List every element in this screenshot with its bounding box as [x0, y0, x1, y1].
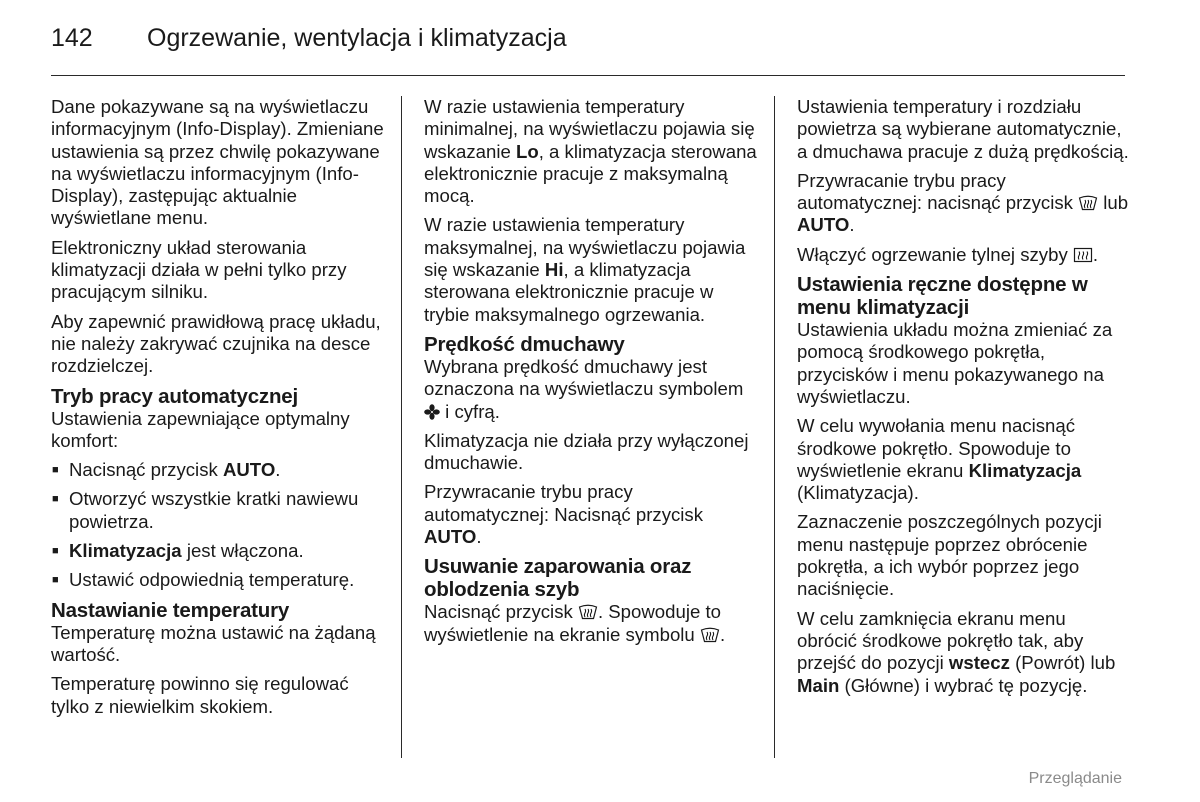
page-title: Ogrzewanie, wentylacja i klimatyzacja — [147, 24, 567, 52]
paragraph-auto-restore: Przywracanie trybu pracy automatycznej: nacisnąć przycisk lub AUTO. — [797, 169, 1129, 236]
column-1 — [51, 96, 389, 725]
main-label: Main — [797, 674, 840, 696]
rear-window-heating-icon — [1073, 247, 1093, 263]
windscreen-defrost-icon — [1078, 195, 1098, 211]
column-divider-1 — [401, 96, 402, 758]
page-header — [51, 24, 567, 64]
column-2 — [424, 96, 760, 653]
paragraph-info-display: Dane pokazywane są na wyświetlaczu informacyjnym (Info-Display). Zmieniane ustawienia są przez chwilę pokazywane na wyświetlaczu informacyjnym (Info-Display), zastępując aktualnie wyświetlane menu. — [51, 96, 384, 229]
windscreen-defrost-icon — [700, 627, 720, 643]
paragraph-temp-set: Temperaturę można ustawić na żądaną wartość. — [51, 621, 376, 665]
paragraph-sensor: Aby zapewnić prawidłową pracę układu, nie należy zakrywać czujnika na desce rozdzielczej. — [51, 310, 381, 377]
paragraph-fan-symbol: Wybrana prędkość dmuchawy jest oznaczona na wyświetlaczu symbolem i cyfrą. — [424, 355, 744, 422]
paragraph-defrost: Nacisnąć przycisk . Spowoduje to wyświetlenie na ekranie symbolu . — [424, 601, 726, 645]
paragraph-auto-settings: Ustawienia temperatury i rozdziału powietrza są wybierane automatycznie, a dmuchawa pracuje z dużą prędkością. — [797, 96, 1129, 162]
header-rule — [51, 75, 1125, 76]
paragraph-engine: Elektroniczny układ sterowania klimatyzacji działa w pełni tylko przy pracującym silniku. — [51, 236, 347, 303]
heading-temperature: Nastawianie temperatury — [51, 598, 290, 622]
list-item: ■ Klimatyzacja jest włączona. — [51, 540, 389, 562]
lo-label: Lo — [515, 140, 539, 162]
paragraph-auto-intro: Ustawienia zapewniające optymalny komfort: — [51, 407, 350, 451]
auto-label: AUTO — [424, 526, 477, 548]
paragraph-rear-heating: Włączyć ogrzewanie tylnej szyby . — [797, 243, 1099, 265]
klimatyzacja-label: Klimatyzacja — [69, 540, 182, 562]
heading-defrost: Usuwanie zaparowania oraz oblodzenia szyb — [424, 555, 692, 602]
list-item: ■ Ustawić odpowiednią temperaturę. — [51, 569, 389, 591]
wstecz-label: wstecz — [948, 652, 1010, 674]
fan-icon — [424, 404, 440, 420]
paragraph-open-menu: W celu wywołania menu nacisnąć środkowe pokrętło. Spowoduje to wyświetlenie ekranu Klimatyzacja (Klimatyzacja). — [797, 415, 1082, 504]
paragraph-fan-off: Klimatyzacja nie działa przy wyłączonej dmuchawie. — [424, 429, 749, 474]
paragraph-lo: W razie ustawienia temperatury minimalnej, na wyświetlaczu pojawia się wskazanie Lo, a klimatyzacja sterowana elektronicznie pracuje z maksymalną mocą. — [424, 96, 757, 207]
column-3 — [797, 96, 1129, 704]
auto-steps-list — [51, 459, 389, 591]
auto-label: AUTO — [222, 459, 276, 481]
paragraph-hi: W razie ustawienia temperatury maksymalnej, na wyświetlaczu pojawia się wskazanie Hi, a klimatyzacja sterowana elektronicznie pracuje w trybie maksymalnego ogrzewania. — [424, 214, 746, 325]
heading-auto-mode: Tryb pracy automatycznej — [51, 384, 298, 408]
paragraph-close-menu: W celu zamknięcia ekranu menu obrócić środkowe pokrętło tak, aby przejść do pozycji wstecz (Powrót) lub Main (Główne) i wybrać tę pozycję. — [797, 607, 1116, 696]
watermark-text: Przeglądanie — [1028, 770, 1122, 787]
list-item: ■ Nacisnąć przycisk AUTO. — [51, 459, 389, 481]
page-number: 142 — [51, 24, 93, 52]
paragraph-select-item: Zaznaczenie poszczególnych pozycji menu następuje poprzez obrócenie pokrętła, a ich wybór poprzez jego naciśnięcie. — [797, 511, 1102, 600]
paragraph-temp-step: Temperaturę powinno się regulować tylko z niewielkim skokiem. — [51, 673, 349, 717]
paragraph-auto-restore: Przywracanie trybu pracy automatycznej: Nacisnąć przycisk AUTO. — [424, 481, 704, 548]
list-item: ■ Otworzyć wszystkie kratki nawiewu powietrza. — [51, 488, 389, 533]
auto-label: AUTO — [797, 214, 850, 236]
windscreen-defrost-icon — [578, 604, 598, 620]
heading-manual-settings: Ustawienia ręczne dostępne w menu klimatyzacji — [797, 273, 1088, 320]
klimatyzacja-label: Klimatyzacja — [968, 459, 1082, 481]
column-divider-2 — [774, 96, 775, 758]
hi-label: Hi — [544, 259, 564, 281]
heading-fan-speed: Prędkość dmuchawy — [424, 332, 625, 356]
paragraph-manual-intro: Ustawienia układu można zmieniać za pomocą środkowego pokrętła, przycisków i menu pokazywanego na wyświetlaczu. — [797, 319, 1113, 407]
